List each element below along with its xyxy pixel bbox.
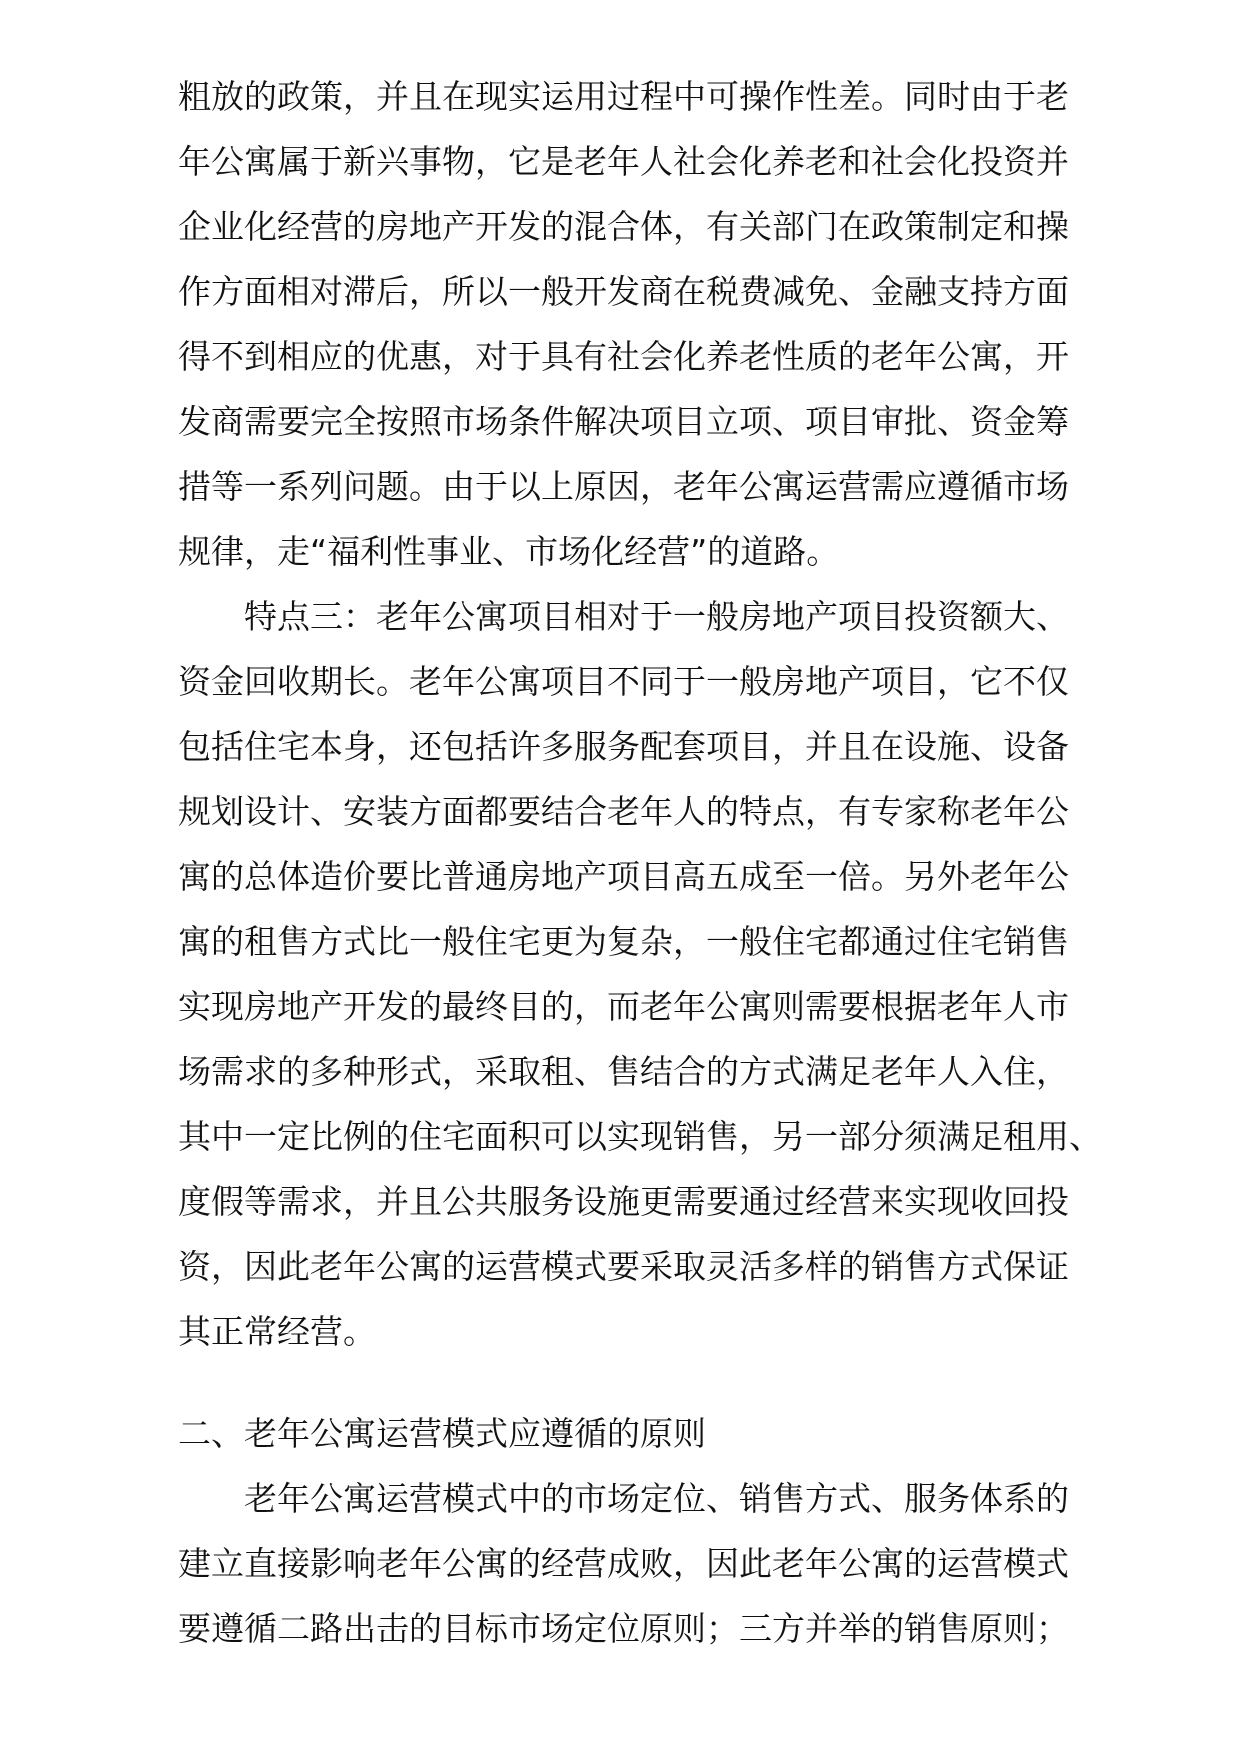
text-line: 实现房地产开发的最终目的，而老年公寓则需要根据老年人市 bbox=[178, 987, 1069, 1026]
text-line: 规律，走“福利性事业、市场化经营”的道路。 bbox=[178, 532, 840, 571]
text-line: 资，因此老年公寓的运营模式要采取灵活多样的销售方式保证 bbox=[178, 1247, 1069, 1286]
text-line: 企业化经营的房地产开发的混合体，有关部门在政策制定和操 bbox=[178, 207, 1069, 246]
text-line: 寓的总体造价要比普通房地产项目高五成至一倍。另外老年公 bbox=[178, 857, 1069, 896]
text-line: 作方面相对滞后，所以一般开发商在税费减免、金融支持方面 bbox=[178, 272, 1069, 311]
text-line: 场需求的多种形式，采取租、售结合的方式满足老年人入住， bbox=[178, 1052, 1069, 1091]
text-line: 建立直接影响老年公寓的经营成败，因此老年公寓的运营模式 bbox=[178, 1544, 1069, 1583]
paragraph-principles bbox=[178, 1466, 1068, 1661]
text-line: 寓的租售方式比一般住宅更为复杂，一般住宅都通过住宅销售 bbox=[178, 922, 1069, 961]
text-line: 措等一系列问题。由于以上原因，老年公寓运营需应遵循市场 bbox=[178, 467, 1069, 506]
text-line: 年公寓属于新兴事物，它是老年人社会化养老和社会化投资并 bbox=[178, 142, 1069, 181]
text-line: 粗放的政策，并且在现实运用过程中可操作性差。同时由于老 bbox=[178, 77, 1069, 116]
text-line: 度假等需求，并且公共服务设施更需要通过经营来实现收回投 bbox=[178, 1182, 1069, 1221]
paragraph-policy bbox=[178, 64, 1068, 584]
text-line: 规划设计、安装方面都要结合老年人的特点，有专家称老年公 bbox=[178, 792, 1069, 831]
text-line: 发商需要完全按照市场条件解决项目立项、项目审批、资金筹 bbox=[178, 402, 1069, 441]
text-line: 老年公寓运营模式中的市场定位、销售方式、服务体系的 bbox=[244, 1479, 1069, 1518]
text-line: 要遵循二路出击的目标市场定位原则；三方并举的销售原则； bbox=[178, 1609, 1069, 1648]
text-line: 资金回收期长。老年公寓项目不同于一般房地产项目，它不仅 bbox=[178, 662, 1069, 701]
text-line: 其正常经营。 bbox=[178, 1312, 376, 1351]
paragraph-feature-three bbox=[178, 584, 1102, 1364]
text-line: 包括住宅本身，还包括许多服务配套项目，并且在设施、设备 bbox=[178, 727, 1069, 766]
text-line: 特点三：老年公寓项目相对于一般房地产项目投资额大、 bbox=[244, 597, 1069, 636]
section-heading: 二、老年公寓运营模式应遵循的原则 bbox=[178, 1414, 706, 1453]
text-line: 其中一定比例的住宅面积可以实现销售，另一部分须满足租用、 bbox=[178, 1117, 1102, 1156]
text-line: 得不到相应的优惠，对于具有社会化养老性质的老年公寓，开 bbox=[178, 337, 1069, 376]
